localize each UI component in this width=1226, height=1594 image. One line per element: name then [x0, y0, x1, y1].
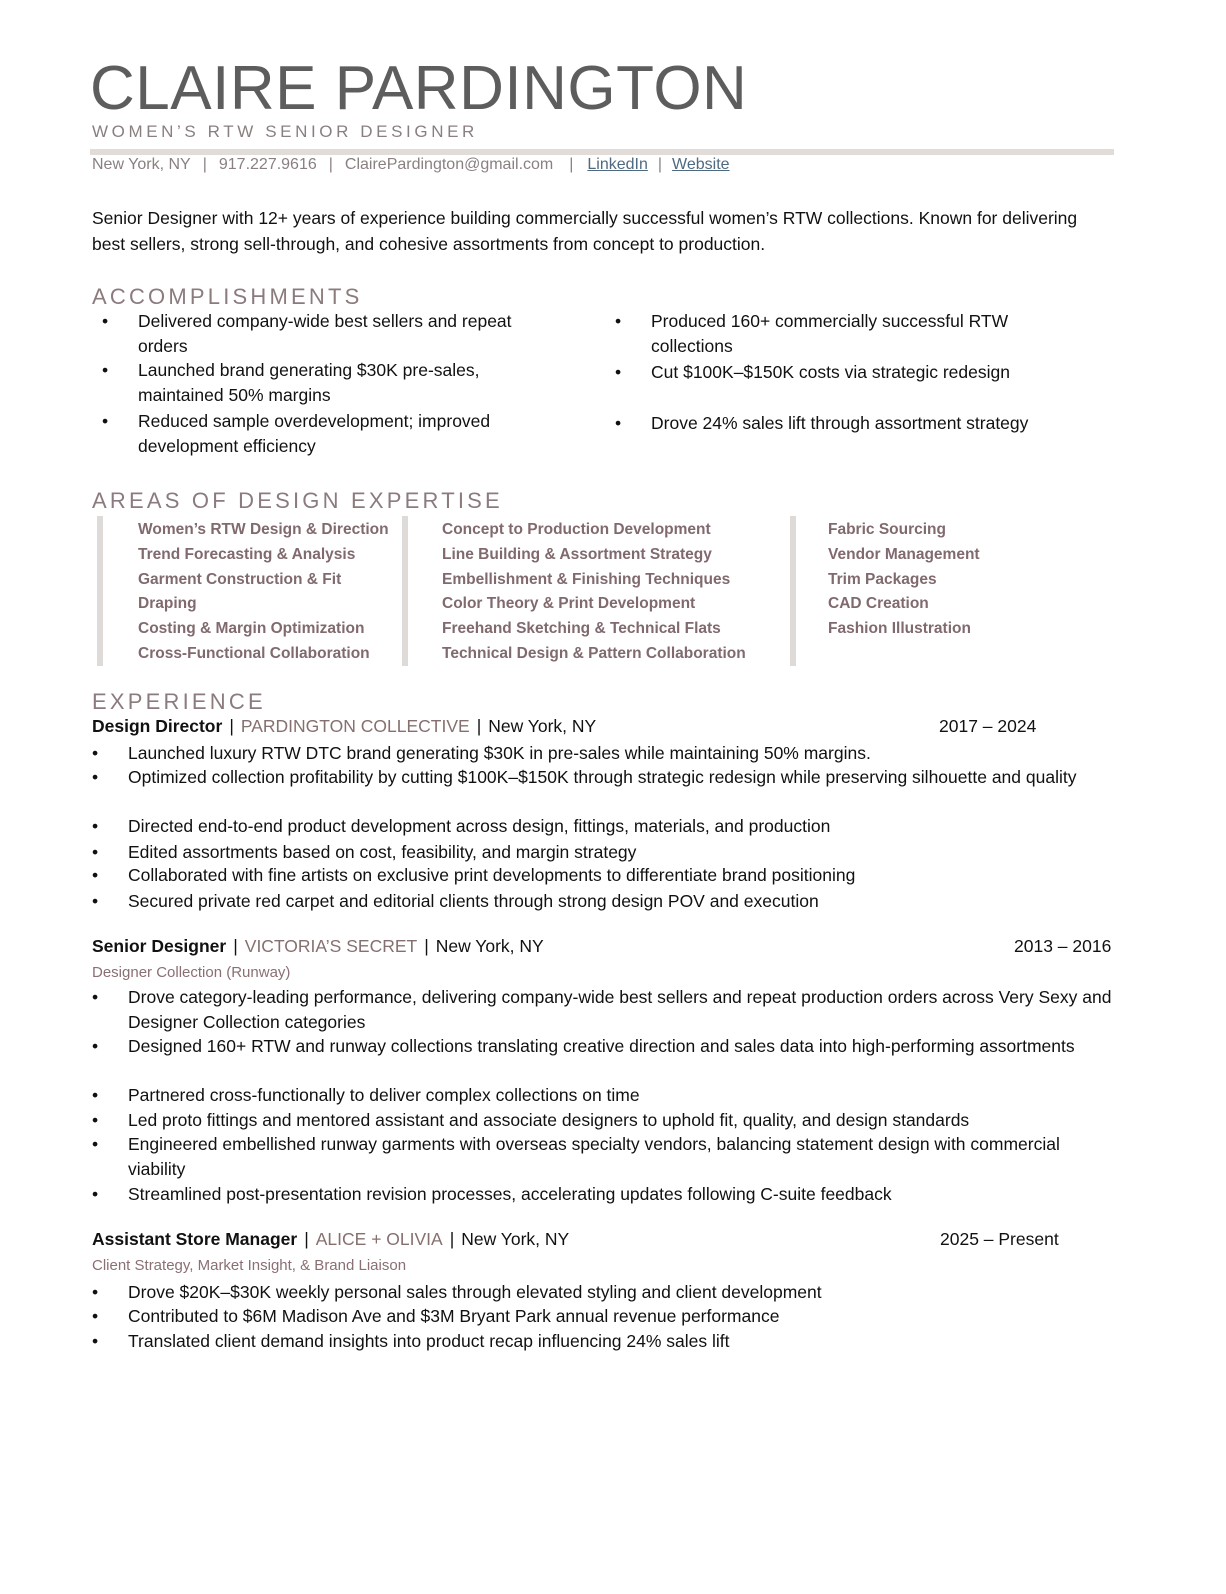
heading-separator: | — [476, 716, 482, 736]
job-dates: 2013 – 2016 — [1014, 936, 1112, 956]
section-title-expertise: AREAS OF DESIGN EXPERTISE — [92, 488, 503, 513]
skill-item: Embellishment & Finishing Techniques — [442, 570, 731, 588]
list-item: • Contributed to $6M Madison Ave and $3M Bryant Park annual revenue performance — [92, 1306, 780, 1326]
expertise-column-2 — [442, 518, 746, 667]
job-company: VICTORIA’S SECRET — [244, 936, 418, 956]
list-item: • Produced 160+ commercially successful RTW collections — [615, 311, 1009, 356]
job-dates: 2017 – 2024 — [939, 716, 1037, 736]
website-link[interactable]: Website — [672, 156, 730, 173]
skill-item: Costing & Margin Optimization — [138, 620, 365, 638]
header-divider — [90, 149, 1114, 155]
candidate-name: CLAIRE PARDINGTON — [90, 54, 748, 123]
skill-item: Cross-Functional Collaboration — [138, 644, 370, 662]
job-dates: 2025 – Present — [940, 1229, 1059, 1249]
job-heading — [92, 1229, 569, 1250]
skill-item: Draping — [138, 595, 197, 613]
job-title: Assistant Store Manager — [92, 1229, 298, 1249]
list-item: • Designed 160+ RTW and runway collections translating creative direction and sales data into high-performing assortments — [92, 1036, 1075, 1056]
job-location: New York, NY — [435, 936, 544, 956]
section-title-accomplishments: ACCOMPLISHMENTS — [92, 284, 363, 309]
linkedin-link[interactable]: LinkedIn — [587, 156, 648, 173]
job-title: Senior Designer — [92, 936, 227, 956]
skill-item: Trim Packages — [828, 570, 937, 588]
bullet-glyph: • — [615, 413, 622, 433]
bullet-glyph: • — [615, 362, 622, 382]
list-item: • Edited assortments based on cost, feasibility, and margin strategy — [92, 842, 637, 862]
list-item: • Streamlined post-presentation revision processes, accelerating updates following C-suite feedback — [92, 1184, 892, 1204]
section-title-experience: EXPERIENCE — [92, 689, 266, 714]
job-heading — [92, 936, 544, 957]
contact-email: ClairePardington@gmail.com — [344, 156, 554, 173]
expertise-column-divider — [790, 516, 796, 666]
heading-separator: | — [304, 1229, 309, 1249]
heading-separator: | — [233, 936, 238, 956]
list-item: • Drove $20K–$30K weekly personal sales through elevated styling and client development — [92, 1282, 822, 1302]
list-item: • Secured private red carpet and editorial clients through strong design POV and execution — [92, 891, 819, 911]
list-item: • Launched luxury RTW DTC brand generating $30K in pre-sales while maintaining 50% margins. — [92, 743, 871, 763]
list-item: • Drove category-leading performance, delivering company-wide best sellers and repeat production orders across Very Sexy and Designer Collection categories — [92, 987, 1112, 1032]
candidate-title: WOMEN’S RTW SENIOR DESIGNER — [92, 122, 478, 141]
skill-item: Women’s RTW Design & Direction — [138, 521, 389, 538]
list-item: • Engineered embellished runway garments with overseas specialty vendors, balancing statement design with commercial viability — [92, 1134, 1060, 1179]
job-company: PARDINGTON COLLECTIVE — [240, 716, 470, 736]
list-item: • Delivered company-wide best sellers and repeat orders — [102, 311, 512, 356]
bullet-glyph: • — [102, 411, 109, 431]
contact-location: New York, NY — [92, 156, 191, 173]
expertise-column-divider — [402, 516, 408, 666]
heading-separator: | — [229, 716, 234, 736]
skill-item: Trend Forecasting & Analysis — [138, 545, 356, 563]
job-heading — [92, 716, 596, 737]
expertise-column-3 — [828, 518, 980, 642]
heading-separator: | — [424, 936, 429, 956]
list-item: • Launched brand generating $30K pre-sales, maintained 50% margins — [102, 360, 480, 405]
job-subtitle: Designer Collection (Runway) — [92, 964, 291, 981]
list-item: • Partnered cross-functionally to deliver complex collections on time — [92, 1085, 640, 1105]
professional-summary: Senior Designer with 12+ years of experience building commercially successful women’s RTW collections. Known for delivering best sellers, strong sell-through, and cohesive assortments from concept to production. — [92, 208, 1078, 254]
bullet-glyph: • — [615, 311, 622, 331]
skill-item: Line Building & Assortment Strategy — [442, 545, 712, 563]
contact-separator: | — [328, 156, 333, 173]
contact-separator: | — [657, 156, 663, 173]
bullet-glyph: • — [102, 360, 109, 380]
skill-item: CAD Creation — [828, 595, 929, 613]
contact-separator: | — [202, 156, 207, 173]
contact-separator: | — [569, 156, 574, 173]
expertise-column-1 — [138, 518, 389, 667]
list-item: • Directed end-to-end product development across design, fittings, materials, and production — [92, 816, 831, 836]
skill-item: Technical Design & Pattern Collaboration — [442, 644, 746, 662]
list-item: • Drove 24% sales lift through assortment strategy — [615, 411, 1075, 436]
job-company: ALICE + OLIVIA — [315, 1229, 443, 1249]
list-item: • Reduced sample overdevelopment; improved development efficiency — [102, 411, 491, 456]
expertise-column-divider — [97, 516, 103, 666]
heading-separator: | — [449, 1229, 455, 1249]
skill-item: Freehand Sketching & Technical Flats — [442, 620, 721, 638]
list-item: • Translated client demand insights into product recap influencing 24% sales lift — [92, 1331, 730, 1351]
job-subtitle: Client Strategy, Market Insight, & Brand Liaison — [92, 1257, 407, 1274]
list-item: • Collaborated with fine artists on exclusive print developments to differentiate brand positioning — [92, 865, 856, 885]
job-location: New York, NY — [488, 716, 597, 736]
skill-item: Vendor Management — [828, 545, 980, 563]
list-item: • Led proto fittings and mentored assistant and associate designers to uphold fit, quality, and design standards — [92, 1110, 970, 1130]
list-item: • Cut $100K–$150K costs via strategic redesign — [615, 360, 1065, 385]
skill-item: Concept to Production Development — [442, 521, 711, 538]
list-item: • Optimized collection profitability by cutting $100K–$150K through strategic redesign while preserving silhouette and quality — [92, 767, 1077, 787]
skill-item: Color Theory & Print Development — [442, 595, 696, 613]
job-location: New York, NY — [461, 1229, 570, 1249]
bullet-glyph: • — [102, 311, 109, 331]
contact-phone: 917.227.9616 — [218, 156, 317, 173]
skill-item: Fashion Illustration — [828, 620, 971, 638]
contact-line — [92, 156, 730, 174]
skill-item: Fabric Sourcing — [828, 521, 946, 538]
job-title: Design Director — [92, 716, 223, 736]
skill-item: Garment Construction & Fit — [138, 570, 342, 588]
